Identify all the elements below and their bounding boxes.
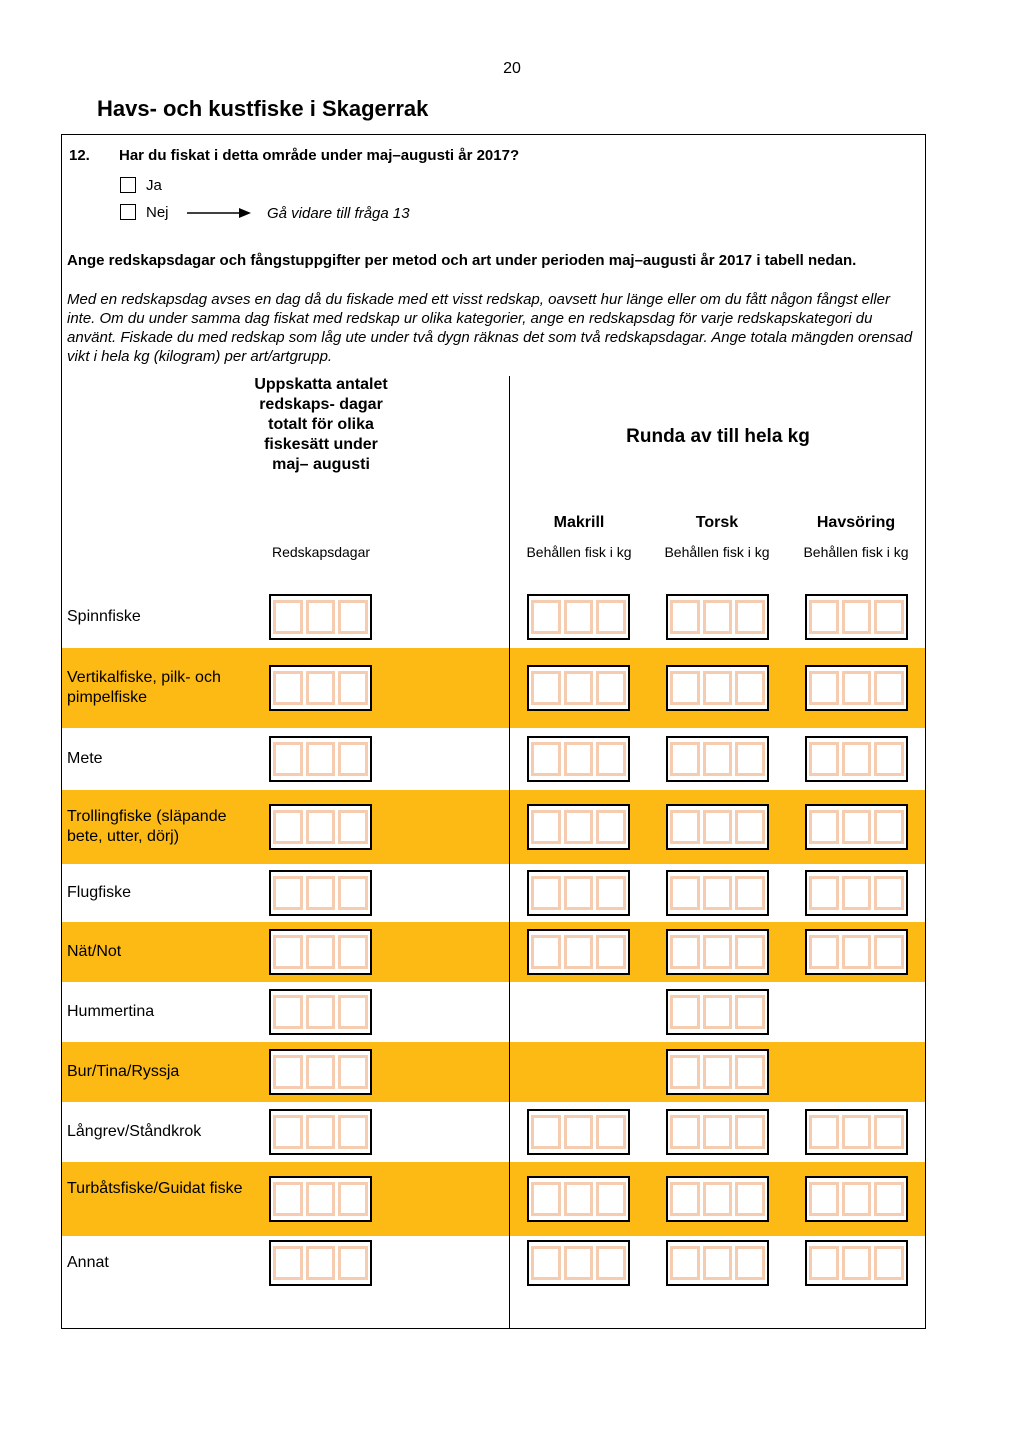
digit-cell[interactable] [338, 1182, 368, 1216]
digit-cell[interactable] [338, 671, 368, 705]
digit-cell[interactable] [735, 671, 765, 705]
digit-cell[interactable] [273, 935, 303, 969]
digit-cell[interactable] [531, 742, 561, 776]
digit-cell[interactable] [531, 876, 561, 910]
havsoring-input[interactable] [805, 1176, 908, 1222]
digit-cell[interactable] [670, 1246, 700, 1280]
redskapsdagar-input[interactable] [269, 929, 372, 975]
digit-cell[interactable] [273, 995, 303, 1029]
digit-cell[interactable] [670, 1115, 700, 1149]
digit-cell[interactable] [273, 810, 303, 844]
digit-cell[interactable] [809, 1182, 839, 1216]
digit-cell[interactable] [273, 1055, 303, 1089]
digit-cell[interactable] [670, 1055, 700, 1089]
digit-cell[interactable] [564, 742, 594, 776]
digit-cell[interactable] [273, 1115, 303, 1149]
redskapsdagar-input[interactable] [269, 1049, 372, 1095]
digit-cell[interactable] [703, 671, 733, 705]
havsoring-input[interactable] [805, 1109, 908, 1155]
page-number: 20 [503, 60, 521, 77]
digit-cell[interactable] [338, 1055, 368, 1089]
digit-cell[interactable] [531, 810, 561, 844]
digit-cell[interactable] [596, 876, 626, 910]
question-text: Har du fiskat i detta område under maj–augusti år 2017? [119, 147, 520, 164]
nej-checkbox[interactable] [120, 204, 136, 220]
torsk-input[interactable] [666, 1109, 769, 1155]
catch-group-header: Runda av till hela kg [626, 426, 810, 447]
digit-cell[interactable] [703, 1246, 733, 1280]
digit-cell[interactable] [338, 1246, 368, 1280]
digit-cell[interactable] [735, 1115, 765, 1149]
digit-cell[interactable] [564, 1182, 594, 1216]
digit-cell[interactable] [564, 1115, 594, 1149]
species-name-havsoring: Havsöring [816, 514, 896, 531]
makrill-input[interactable] [527, 804, 630, 850]
species-name-makrill: Makrill [553, 514, 605, 531]
digit-cell[interactable] [842, 1115, 872, 1149]
digit-cell[interactable] [670, 935, 700, 969]
digit-cell[interactable] [842, 671, 872, 705]
digit-cell[interactable] [564, 671, 594, 705]
digit-cell[interactable] [874, 810, 904, 844]
digit-cell[interactable] [338, 810, 368, 844]
digit-cell[interactable] [703, 935, 733, 969]
digit-cell[interactable] [670, 742, 700, 776]
row-label: Spinnfiske [67, 608, 141, 625]
redskapsdagar-input[interactable] [269, 1176, 372, 1222]
digit-cell[interactable] [670, 600, 700, 634]
digit-cell[interactable] [703, 1115, 733, 1149]
digit-cell[interactable] [842, 742, 872, 776]
digit-cell[interactable] [670, 810, 700, 844]
row-label: Nät/Not [67, 943, 122, 960]
digit-cell[interactable] [703, 876, 733, 910]
redskapsdagar-input[interactable] [269, 736, 372, 782]
row-label: Flugfiske [67, 884, 132, 901]
row-label: Hummertina [67, 1003, 155, 1020]
instruction-bold: Ange redskapsdagar och fångstuppgifter per metod och art under perioden maj–augusti år 2017 i tabell nedan. [67, 252, 857, 269]
species-name-torsk: Torsk [695, 514, 739, 531]
digit-cell[interactable] [338, 1115, 368, 1149]
makrill-input[interactable] [527, 870, 630, 916]
digit-cell[interactable] [809, 742, 839, 776]
digit-cell[interactable] [306, 810, 336, 844]
makrill-input[interactable] [527, 1109, 630, 1155]
digit-cell[interactable] [670, 1182, 700, 1216]
skip-instruction: Gå vidare till fråga 13 [267, 205, 410, 222]
digit-cell[interactable] [670, 876, 700, 910]
redskapsdagar-input[interactable] [269, 804, 372, 850]
makrill-input[interactable] [527, 1240, 630, 1286]
digit-cell[interactable] [842, 1182, 872, 1216]
digit-cell[interactable] [735, 810, 765, 844]
digit-cell[interactable] [564, 810, 594, 844]
digit-cell[interactable] [703, 1055, 733, 1089]
digit-cell[interactable] [735, 600, 765, 634]
havsoring-input[interactable] [805, 870, 908, 916]
row-label: Annat [67, 1254, 109, 1271]
digit-cell[interactable] [735, 1055, 765, 1089]
digit-cell[interactable] [531, 1182, 561, 1216]
digit-cell[interactable] [306, 1246, 336, 1280]
digit-cell[interactable] [735, 995, 765, 1029]
torsk-input[interactable] [666, 1049, 769, 1095]
digit-cell[interactable] [809, 935, 839, 969]
digit-cell[interactable] [306, 876, 336, 910]
digit-cell[interactable] [531, 1115, 561, 1149]
digit-cell[interactable] [596, 671, 626, 705]
digit-cell[interactable] [809, 876, 839, 910]
digit-cell[interactable] [306, 1055, 336, 1089]
torsk-input[interactable] [666, 870, 769, 916]
digit-cell[interactable] [306, 1182, 336, 1216]
digit-cell[interactable] [564, 1246, 594, 1280]
havsoring-input[interactable] [805, 804, 908, 850]
digit-cell[interactable] [670, 671, 700, 705]
makrill-input[interactable] [527, 736, 630, 782]
digit-cell[interactable] [703, 995, 733, 1029]
ja-label: Ja [146, 177, 162, 194]
digit-cell[interactable] [809, 671, 839, 705]
digit-cell[interactable] [735, 1246, 765, 1280]
question-number: 12. [69, 147, 90, 164]
havsoring-input[interactable] [805, 1240, 908, 1286]
digit-cell[interactable] [874, 1182, 904, 1216]
digit-cell[interactable] [842, 810, 872, 844]
section-title: Havs- och kustfiske i Skagerrak [97, 96, 429, 121]
digit-cell[interactable] [874, 742, 904, 776]
digit-cell[interactable] [809, 1115, 839, 1149]
column-divider [509, 376, 510, 1329]
species-sub-makrill: Behållen fisk i kg [526, 544, 632, 560]
digit-cell[interactable] [809, 1246, 839, 1280]
species-sub-torsk: Behållen fisk i kg [664, 544, 770, 560]
digit-cell[interactable] [306, 995, 336, 1029]
digit-cell[interactable] [703, 600, 733, 634]
digit-cell[interactable] [306, 1115, 336, 1149]
digit-cell[interactable] [703, 742, 733, 776]
digit-cell[interactable] [735, 742, 765, 776]
instruction-italic: Med en redskapsdag avses en dag då du fiskade med ett visst redskap, oavsett hur länge eller om du fått någon fångst eller inte. Om du under samma dag fiskat med redskap ur olika kategorier, ange en redskapsdag för varje redskapskategori du använt. Fiskade du med redskap som låg ute under två dygn räknas det som två redskapsdagar. Ange totala mängden orensad vikt i hela kg (kilogram) per art/artgrupp. [67, 291, 913, 365]
digit-cell[interactable] [531, 935, 561, 969]
digit-cell[interactable] [874, 1246, 904, 1280]
days-column-header: Uppskatta antalet redskaps- dagar totalt för olika fiskesätt under maj– augusti [254, 376, 388, 473]
havsoring-input[interactable] [805, 594, 908, 640]
digit-cell[interactable] [338, 935, 368, 969]
redskapsdagar-input[interactable] [269, 594, 372, 640]
havsoring-input[interactable] [805, 736, 908, 782]
digit-cell[interactable] [596, 1246, 626, 1280]
digit-cell[interactable] [809, 810, 839, 844]
digit-cell[interactable] [564, 600, 594, 634]
torsk-input[interactable] [666, 989, 769, 1035]
digit-cell[interactable] [735, 935, 765, 969]
digit-cell[interactable] [596, 935, 626, 969]
redskapsdagar-input[interactable] [269, 870, 372, 916]
digit-cell[interactable] [338, 876, 368, 910]
digit-cell[interactable] [273, 1246, 303, 1280]
digit-cell[interactable] [874, 671, 904, 705]
redskapsdagar-input[interactable] [269, 665, 372, 711]
torsk-input[interactable] [666, 665, 769, 711]
digit-cell[interactable] [273, 600, 303, 634]
torsk-input[interactable] [666, 594, 769, 640]
havsoring-input[interactable] [805, 929, 908, 975]
digit-cell[interactable] [842, 876, 872, 910]
digit-cell[interactable] [703, 1182, 733, 1216]
row-label: Vertikalfiske, pilk- och pimpelfiske [67, 669, 221, 706]
species-sub-havsoring: Behållen fisk i kg [803, 544, 909, 560]
digit-cell[interactable] [596, 742, 626, 776]
digit-cell[interactable] [531, 671, 561, 705]
digit-cell[interactable] [735, 876, 765, 910]
makrill-input[interactable] [527, 594, 630, 640]
digit-cell[interactable] [703, 810, 733, 844]
digit-cell[interactable] [564, 935, 594, 969]
digit-cell[interactable] [338, 600, 368, 634]
torsk-input[interactable] [666, 1240, 769, 1286]
digit-cell[interactable] [874, 876, 904, 910]
digit-cell[interactable] [842, 600, 872, 634]
digit-cell[interactable] [273, 742, 303, 776]
digit-cell[interactable] [338, 995, 368, 1029]
table-row [62, 1162, 925, 1236]
digit-cell[interactable] [306, 935, 336, 969]
makrill-input[interactable] [527, 665, 630, 711]
redskapsdagar-input[interactable] [269, 989, 372, 1035]
digit-cell[interactable] [596, 1182, 626, 1216]
digit-cell[interactable] [735, 1182, 765, 1216]
digit-cell[interactable] [531, 1246, 561, 1280]
ja-checkbox[interactable] [120, 177, 136, 193]
digit-cell[interactable] [306, 600, 336, 634]
digit-cell[interactable] [874, 935, 904, 969]
torsk-input[interactable] [666, 929, 769, 975]
digit-cell[interactable] [531, 600, 561, 634]
digit-cell[interactable] [273, 876, 303, 910]
digit-cell[interactable] [842, 935, 872, 969]
digit-cell[interactable] [306, 742, 336, 776]
redskapsdagar-input[interactable] [269, 1109, 372, 1155]
digit-cell[interactable] [273, 671, 303, 705]
days-column-subheader: Redskapsdagar [271, 544, 371, 560]
row-label: Trollingfiske (släpande bete, utter, dörj) [67, 808, 227, 845]
makrill-input[interactable] [527, 929, 630, 975]
torsk-input[interactable] [666, 736, 769, 782]
digit-cell[interactable] [596, 810, 626, 844]
redskapsdagar-input[interactable] [269, 1240, 372, 1286]
torsk-input[interactable] [666, 804, 769, 850]
digit-cell[interactable] [306, 671, 336, 705]
digit-cell[interactable] [596, 1115, 626, 1149]
row-label: Turbåtsfiske/Guidat fiske [67, 1180, 243, 1197]
arrow-right-icon [187, 207, 251, 219]
digit-cell[interactable] [596, 600, 626, 634]
digit-cell[interactable] [874, 600, 904, 634]
digit-cell[interactable] [842, 1246, 872, 1280]
row-label: Långrev/Ståndkrok [67, 1123, 202, 1140]
row-label: Bur/Tina/Ryssja [67, 1063, 180, 1080]
havsoring-input[interactable] [805, 665, 908, 711]
makrill-input[interactable] [527, 1176, 630, 1222]
digit-cell[interactable] [809, 600, 839, 634]
row-label: Mete [67, 750, 103, 767]
digit-cell[interactable] [670, 995, 700, 1029]
digit-cell[interactable] [338, 742, 368, 776]
digit-cell[interactable] [874, 1115, 904, 1149]
digit-cell[interactable] [273, 1182, 303, 1216]
nej-label: Nej [146, 204, 169, 221]
digit-cell[interactable] [564, 876, 594, 910]
torsk-input[interactable] [666, 1176, 769, 1222]
